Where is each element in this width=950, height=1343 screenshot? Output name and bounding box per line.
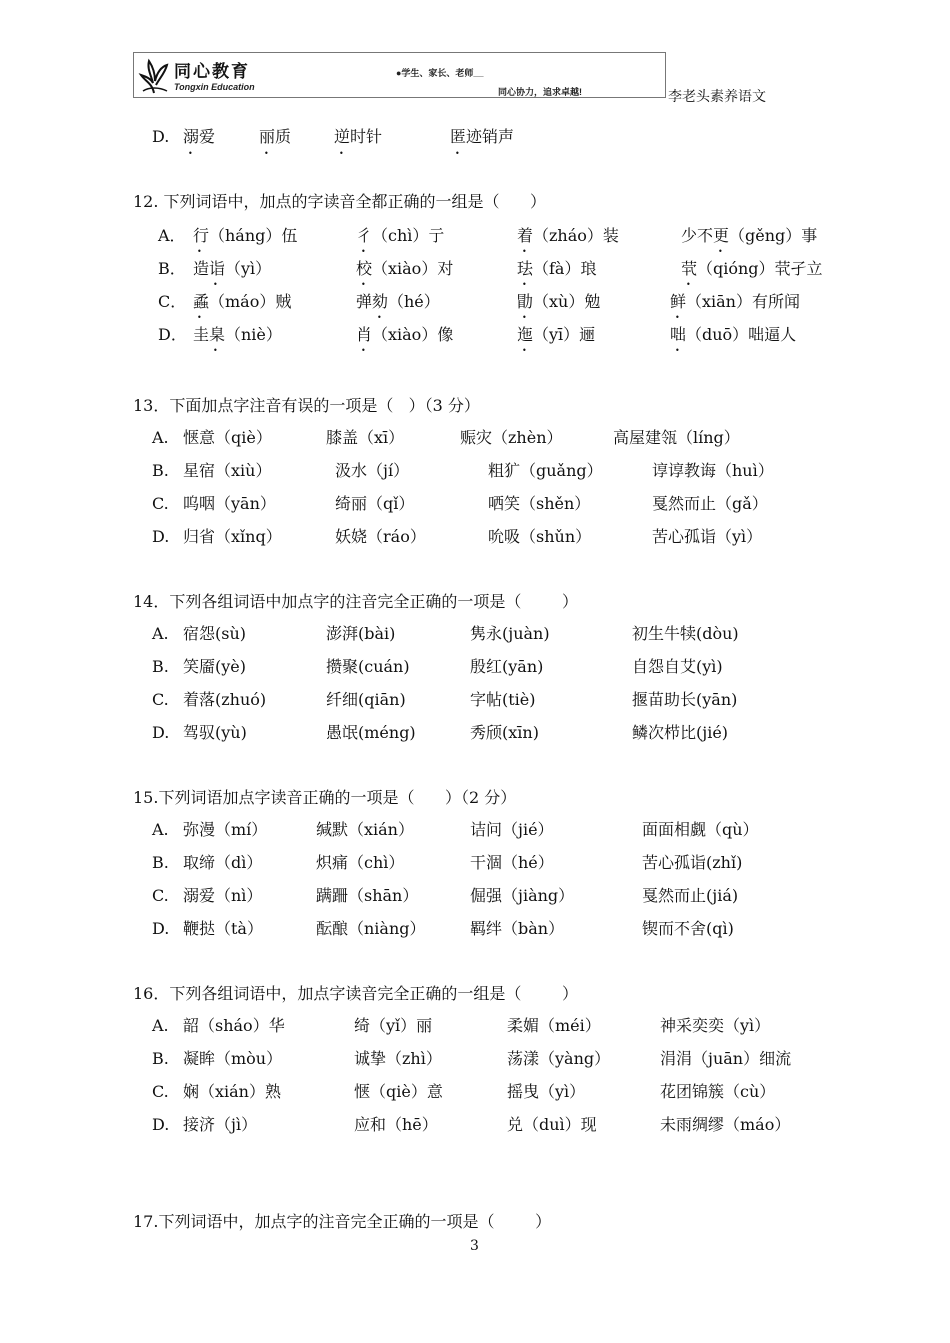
option-text: 字帖(tiè) bbox=[470, 690, 536, 709]
option-text: 鲜（xiān）有所闻 bbox=[670, 292, 800, 311]
option-text: 神采奕奕（yì） bbox=[660, 1016, 771, 1035]
option-text: 娴（xián）熟 bbox=[183, 1082, 281, 1101]
option-text: 诚挚（zhì） bbox=[354, 1049, 442, 1068]
emphasis-dot: • bbox=[264, 149, 269, 158]
option-text: 自怨自艾(yì) bbox=[632, 657, 723, 676]
brand-name-cn: 同心教育 bbox=[174, 62, 250, 81]
option-text: 兑（duì）现 bbox=[507, 1115, 597, 1134]
flower-logo-icon bbox=[137, 55, 171, 95]
option-label: A. bbox=[152, 428, 169, 447]
option-text: 谆谆教诲（huì） bbox=[652, 461, 774, 480]
option-text: 造诣（yì） bbox=[193, 259, 272, 278]
option-text: 哂笑（shěn） bbox=[488, 494, 591, 513]
option-label: C. bbox=[152, 494, 169, 513]
option-text: 缄默（xián） bbox=[316, 820, 414, 839]
option-text: 肖（xiào）像 bbox=[356, 325, 454, 344]
option-text: 韶（sháo）华 bbox=[183, 1016, 285, 1035]
option-text: 锲而不舍(qì) bbox=[642, 919, 734, 938]
option-text: 驾驭(yù) bbox=[183, 723, 247, 742]
option-text: 勖（xù）勉 bbox=[517, 292, 601, 311]
page-number: 3 bbox=[470, 1238, 479, 1254]
option-text: 戛然而止（gǎ） bbox=[652, 494, 768, 513]
option-label: C. bbox=[152, 690, 169, 709]
option-text: 蹒跚（shān） bbox=[316, 886, 419, 905]
option-text: 澎湃(bài) bbox=[326, 624, 396, 643]
option-text: 揠苗助长(yān) bbox=[632, 690, 738, 709]
option-text: 呜咽（yān） bbox=[183, 494, 276, 513]
option-text: 溺爱 bbox=[183, 127, 216, 146]
option-label: A. bbox=[152, 1016, 169, 1035]
option-text: 蟊（máo）贼 bbox=[193, 292, 292, 311]
option-label: D. bbox=[152, 723, 170, 742]
option-label: B. bbox=[152, 1049, 169, 1068]
option-text: 吮吸（shǔn） bbox=[488, 527, 592, 546]
option-text: 高屋建瓴（líng） bbox=[613, 428, 740, 447]
emphasis-dot: • bbox=[361, 346, 366, 355]
question-17-stem: 17.下列词语中，加点字的注音完全正确的一项是（ ） bbox=[133, 1212, 552, 1231]
emphasis-dot: • bbox=[718, 247, 723, 256]
option-text: 珐（fà）琅 bbox=[517, 259, 597, 278]
option-text: 着落(zhuó) bbox=[183, 690, 267, 709]
option-text: 归省（xǐnq） bbox=[183, 527, 282, 546]
question-stem: 16．下列各组词语中，加点字读音完全正确的一组是（ ） bbox=[133, 984, 579, 1003]
option-text: 涓涓（juān）细流 bbox=[660, 1049, 792, 1068]
slogan-bottom: 同心协力，追求卓越! bbox=[498, 87, 582, 97]
option-text: 行（háng）伍 bbox=[193, 226, 298, 245]
option-label: B. bbox=[152, 853, 169, 872]
emphasis-dot: • bbox=[361, 280, 366, 289]
option-text: 摇曳（yì） bbox=[507, 1082, 586, 1101]
option-label: D． bbox=[158, 325, 187, 344]
option-text: 取缔（dì） bbox=[183, 853, 263, 872]
option-text: 笑靥(yè) bbox=[183, 657, 246, 676]
option-text: 惬意（qiè） bbox=[183, 428, 272, 447]
option-text: 苦心孤诣（yì） bbox=[652, 527, 763, 546]
header-banner bbox=[133, 52, 666, 98]
option-label: A. bbox=[152, 820, 169, 839]
option-text: 溺爱（nì） bbox=[183, 886, 263, 905]
option-text: 未雨绸缪（máo） bbox=[660, 1115, 791, 1134]
option-text: 粗犷（guǎng） bbox=[488, 461, 603, 480]
option-text: 匿迹销声 bbox=[450, 127, 515, 146]
emphasis-dot: • bbox=[522, 313, 527, 322]
option-label: B． bbox=[158, 259, 186, 278]
option-label: D. bbox=[152, 127, 170, 146]
option-text: 赈灾（zhèn） bbox=[460, 428, 563, 447]
option-text: 圭臬（niè） bbox=[193, 325, 282, 344]
option-text: 丽质 bbox=[259, 127, 292, 146]
option-text: 妖娆（ráo） bbox=[335, 527, 426, 546]
option-text: 倔强（jiàng） bbox=[470, 886, 575, 905]
option-text: 荡漾（yàng） bbox=[507, 1049, 611, 1068]
question-stem: 14．下列各组词语中加点字的注音完全正确的一项是（ ） bbox=[133, 592, 579, 611]
option-text: 绮丽（qǐ） bbox=[335, 494, 415, 513]
option-text: 花团锦簇（cù） bbox=[660, 1082, 776, 1101]
option-text: 面面相觑（qù） bbox=[642, 820, 759, 839]
option-text: 茕（qióng）茕孑立 bbox=[681, 259, 823, 278]
option-text: 宿怨(sù) bbox=[183, 624, 247, 643]
option-text: 弥漫（mí） bbox=[183, 820, 268, 839]
option-label: C． bbox=[158, 292, 187, 311]
emphasis-dot: • bbox=[377, 313, 382, 322]
option-text: 隽永(juàn) bbox=[470, 624, 550, 643]
option-text: 校（xiào）对 bbox=[356, 259, 454, 278]
option-label: D. bbox=[152, 1115, 170, 1134]
option-text: 接济（jì） bbox=[183, 1115, 258, 1134]
option-text: 攒聚(cuán) bbox=[326, 657, 410, 676]
emphasis-dot: • bbox=[675, 346, 680, 355]
option-text: 逆时针 bbox=[334, 127, 383, 146]
option-label: B. bbox=[152, 657, 169, 676]
option-text: 戛然而止(jiá) bbox=[642, 886, 739, 905]
option-label: C. bbox=[152, 1082, 169, 1101]
emphasis-dot: • bbox=[197, 313, 202, 322]
option-text: 纤细(qiān) bbox=[326, 690, 406, 709]
emphasis-dot: • bbox=[213, 280, 218, 289]
emphasis-dot: • bbox=[522, 346, 527, 355]
option-text: 着（zháo）装 bbox=[517, 226, 619, 245]
option-label: C. bbox=[152, 886, 169, 905]
emphasis-dot: • bbox=[522, 247, 527, 256]
option-text: 迤（yī）逦 bbox=[517, 325, 596, 344]
option-text: 秀颀(xīn) bbox=[470, 723, 539, 742]
emphasis-dot: • bbox=[213, 346, 218, 355]
option-text: 羁绊（bàn） bbox=[470, 919, 565, 938]
emphasis-dot: • bbox=[339, 149, 344, 158]
option-text: 绮（yǐ）丽 bbox=[354, 1016, 433, 1035]
emphasis-dot: • bbox=[686, 280, 691, 289]
option-label: B. bbox=[152, 461, 169, 480]
option-text: 少不更（gěng）事 bbox=[681, 226, 818, 245]
option-text: 弹劾（hé） bbox=[356, 292, 440, 311]
option-text: 鳞次栉比(jié) bbox=[632, 723, 729, 742]
option-text: 苦心孤诣(zhǐ) bbox=[642, 853, 743, 872]
emphasis-dot: • bbox=[675, 313, 680, 322]
brand-name-en: Tongxin Education bbox=[174, 82, 255, 92]
option-label: A． bbox=[158, 226, 186, 245]
option-text: 愚氓(méng) bbox=[326, 723, 416, 742]
option-text: 干涸（hé） bbox=[470, 853, 554, 872]
question-stem: 15.下列词语加点字读音正确的一项是（ ）（2 分） bbox=[133, 788, 517, 807]
option-label: D. bbox=[152, 919, 170, 938]
option-text: 酝酿（niàng） bbox=[316, 919, 426, 938]
option-text: 鞭挞（tà） bbox=[183, 919, 263, 938]
emphasis-dot: • bbox=[522, 280, 527, 289]
option-text: 炽痛（chì） bbox=[316, 853, 405, 872]
emphasis-dot: • bbox=[361, 247, 366, 256]
option-text: 柔媚（méi） bbox=[507, 1016, 601, 1035]
slogan-top: ●学生、家长、老师__ bbox=[396, 68, 484, 78]
option-text: 殷红(yān) bbox=[470, 657, 544, 676]
option-text: 膝盖（xī） bbox=[326, 428, 405, 447]
option-text: 星宿（xiù） bbox=[183, 461, 272, 480]
emphasis-dot: • bbox=[455, 149, 460, 158]
option-text: 应和（hē） bbox=[354, 1115, 438, 1134]
site-name: 李老头素养语文 bbox=[668, 89, 766, 105]
option-text: 初生牛犊(dòu) bbox=[632, 624, 739, 643]
emphasis-dot: • bbox=[197, 247, 202, 256]
option-label: D. bbox=[152, 527, 170, 546]
option-text: 惬（qiè）意 bbox=[354, 1082, 443, 1101]
option-text: 凝眸（mòu） bbox=[183, 1049, 283, 1068]
option-text: 诘问（jié） bbox=[470, 820, 554, 839]
option-text: 咄（duō）咄逼人 bbox=[670, 325, 797, 344]
option-text: 彳（chì）亍 bbox=[356, 226, 445, 245]
option-text: 汲水（jí） bbox=[335, 461, 410, 480]
emphasis-dot: • bbox=[188, 149, 193, 158]
option-label: A. bbox=[152, 624, 169, 643]
question-stem: 12. 下列词语中，加点的字读音全都正确的一组是（ ） bbox=[133, 192, 547, 211]
question-stem: 13．下面加点字注音有误的一项是（ ）（3 分） bbox=[133, 396, 480, 415]
